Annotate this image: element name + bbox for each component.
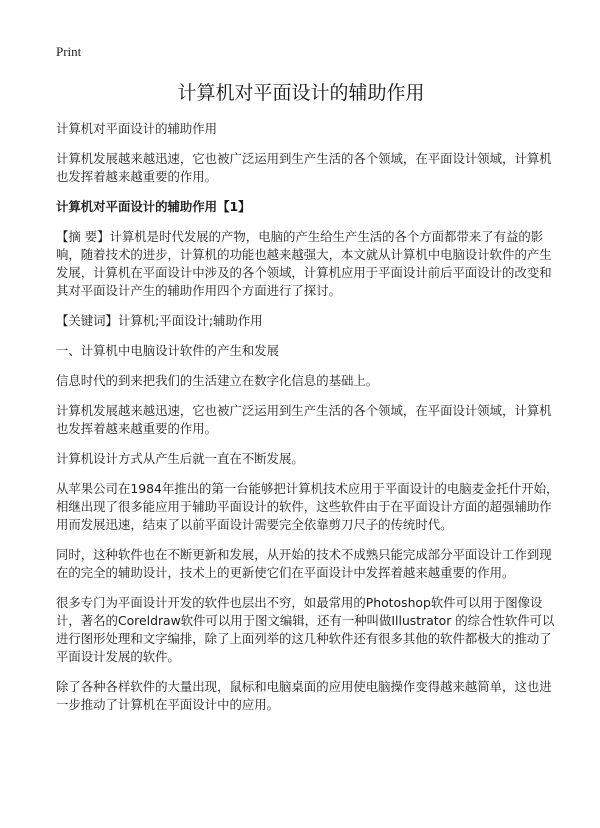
paragraph-mouse-desktop: 除了各种各样软件的大量出现，鼠标和电脑桌面的应用使电脑操作变得越来越简单，这也进一步推动了计算机在平面设计中的应用。	[56, 679, 552, 712]
paragraph-software-list: 很多专门为平面设计开发的软件也层出不穷，如最常用的Photoshop软件可以用于图像设计，著名的Coreldraw软件可以用于图文编辑，还有一种叫做Illustrator 的综合性软件可以进行图形处理和文字编排，除了上面列举的这几种软件还有很多其他的软件都极大的推动了平面设计发展的软件。	[56, 595, 555, 664]
paragraph-abstract: 【摘 要】计算机是时代发展的产物，电脑的产生给生产生活的各个方面都带来了有益的影响，随着技术的进步，计算机的功能也越来越强大，本文就从计算机中电脑设计软件的产生发展，计算机在平面设计中涉及的各个领域，计算机应用于平面设计前后平面设计的改变和其对平面设计产生的辅助作用四个方面进行了探讨。	[56, 229, 552, 298]
paragraph-subtitle: 计算机对平面设计的辅助作用	[56, 121, 218, 136]
paragraph-development: 计算机发展越来越迅速，它也被广泛运用到生产生活的各个领域，在平面设计领域，计算机也发挥着越来越重要的作用。	[56, 403, 552, 436]
paragraph-intro: 计算机发展越来越迅速，它也被广泛运用到生产生活的各个领域，在平面设计领域，计算机也发挥着越来越重要的作用。	[56, 151, 552, 184]
paragraph-apple-history: 从苹果公司在1984年推出的第一台能够把计算机技术应用于平面设计的电脑麦金托什开始，相继出现了很多能应用于辅助平面设计的软件，这些软件由于在平面设计方面的超强辅助作用而发展迅速，结束了以前平面设计需要完全依靠剪刀尺子的传统时代。	[56, 481, 559, 532]
paragraph-info-age: 信息时代的到来把我们的生活建立在数字化信息的基础上。	[56, 373, 379, 388]
paragraph-design-methods: 计算机设计方式从产生后就一直在不断发展。	[56, 451, 304, 466]
paragraph-keywords: 【关键词】计算机;平面设计;辅助作用	[56, 313, 263, 328]
paragraph-software-updates: 同时，这种软件也在不断更新和发展，从开始的技术不成熟只能完成部分平面设计工作到现在的完全的辅助设计，技术上的更新使它们在平面设计中发挥着越来越重要的作用。	[56, 547, 552, 580]
page-title: 计算机对平面设计的辅助作用	[177, 82, 425, 104]
paragraph-section-one-heading: 一、计算机中电脑设计软件的产生和发展	[56, 343, 280, 358]
section-heading: 计算机对平面设计的辅助作用【1】	[56, 199, 251, 214]
article-body	[56, 120, 560, 714]
print-link[interactable]: Print	[56, 44, 82, 59]
